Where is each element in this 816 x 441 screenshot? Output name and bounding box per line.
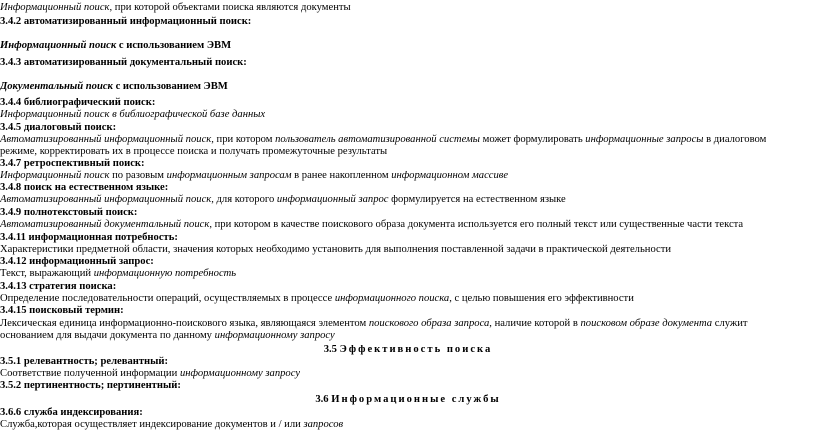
text-run: Служба,которая осуществляет индексирование документов и / или (0, 419, 304, 430)
text-line (0, 380, 181, 392)
text-run: Определение последовательности операций, осуществляемых в процессе (0, 293, 335, 304)
text-line (0, 394, 816, 406)
text-line (0, 293, 634, 305)
text-line (0, 219, 743, 231)
text-run: 3.6.6 служба индексирования: (0, 407, 143, 418)
text-run: Лексическая единица информационно-поискового языка, являющаяся элементом (0, 318, 369, 329)
text-run: Информационный поиск (0, 40, 117, 51)
text-run: пользователь автоматизированной системы (275, 134, 480, 145)
text-run: информационным запросам (166, 170, 292, 181)
text-run: 3.4.4 библиографический поиск: (0, 97, 156, 108)
text-run: Эффективность поиска (339, 344, 493, 355)
text-run: , наличие которой в (489, 318, 581, 329)
text-line (0, 419, 343, 431)
text-line (0, 330, 335, 342)
text-run: в ранее накопленном (291, 170, 392, 181)
text-run: Информационный поиск (0, 170, 110, 181)
text-line (0, 57, 247, 69)
text-run: 3.5.2 пертинентность; пертинентный: (0, 380, 181, 391)
text-run: Характеристики предметной области, значения которых необходимо установить для выполнения поставленной задачи в практической деятельности (0, 244, 672, 255)
text-run: Автоматизированный информационный поиск (0, 134, 212, 145)
text-run: 3.4.12 информационный запрос: (0, 256, 154, 267)
text-line (0, 368, 300, 380)
text-line (0, 207, 137, 219)
text-run: , при котором в качестве поискового образа документа используется его полный текст или существенные части текста (209, 219, 744, 230)
text-run: по разовым (109, 170, 167, 181)
text-line (0, 81, 228, 93)
text-line (0, 356, 168, 368)
text-run: 3.4.3 автоматизированный документальный поиск: (0, 57, 247, 68)
text-line (0, 407, 143, 419)
text-run: информационную потребность (93, 268, 237, 279)
text-line (0, 16, 251, 28)
text-run: , при которой объектами поиска являются документы (109, 2, 351, 13)
text-run: Информационные службы (331, 394, 501, 405)
text-run: информационного поиска (334, 293, 450, 304)
text-run: 3.5.1 релевантность; релевантный: (0, 356, 169, 367)
text-line (0, 109, 265, 121)
text-run: , с целью повышения его эффективности (449, 293, 634, 304)
text-run: Автоматизированный информационный поиск (0, 194, 212, 205)
text-line (0, 158, 145, 170)
text-run: 3.5 (323, 344, 340, 355)
text-line (0, 232, 178, 244)
text-line (0, 344, 816, 356)
text-run: поискового образа запроса (368, 318, 490, 329)
text-line (0, 97, 155, 109)
text-run: Текст, выражающий (0, 268, 94, 279)
text-run: информационный запрос (276, 194, 389, 205)
text-line (0, 40, 231, 52)
text-run: Соответствие полученной информации (0, 368, 180, 379)
text-run: в диалоговом (703, 134, 767, 145)
text-run: с использованием ЭВМ (116, 40, 232, 51)
text-run: 3.4.11 информационная потребность: (0, 232, 178, 243)
text-run: формулируется на естественном языке (388, 194, 566, 205)
text-run: Документальный поиск (0, 81, 113, 92)
text-run: 3.4.5 диалоговый поиск: (0, 122, 117, 133)
text-run: 3.4.15 поисковый термин: (0, 305, 124, 316)
text-run: 3.6 (315, 394, 332, 405)
text-run: поисковом образе документа (580, 318, 713, 329)
text-run: Информационный поиск (0, 2, 110, 13)
text-run: режиме, корректировать их в процессе поиска и получать промежуточные результаты (0, 146, 388, 157)
text-line (0, 170, 508, 182)
text-run: 3.4.13 стратегия поиска: (0, 281, 117, 292)
text-line (0, 122, 116, 134)
text-line (0, 268, 236, 280)
text-line (0, 194, 566, 206)
text-run: с использованием ЭВМ (112, 81, 228, 92)
text-line (0, 146, 387, 158)
text-run: запросов (303, 419, 344, 430)
text-run: , при котором (211, 134, 276, 145)
text-line (0, 256, 154, 268)
text-run: основанием для выдачи документа по данному (0, 330, 215, 341)
text-run: информационному запросу (214, 330, 335, 341)
text-run: 3.4.8 поиск на естественном языке: (0, 182, 169, 193)
text-run: информационному запросу (179, 368, 301, 379)
text-line (0, 182, 168, 194)
text-run: 3.4.2 автоматизированный информационный поиск: (0, 16, 252, 27)
text-line (0, 2, 351, 14)
text-run: Автоматизированный документальный поиск (0, 219, 210, 230)
text-run: служит (712, 318, 748, 329)
text-line (0, 244, 671, 256)
text-line (0, 134, 766, 146)
text-run: 3.4.9 полнотекстовый поиск: (0, 207, 138, 218)
text-line (0, 305, 124, 317)
text-run: может формулировать (479, 134, 586, 145)
text-line (0, 318, 748, 330)
text-run: 3.4.7 ретроспективный поиск: (0, 158, 145, 169)
text-run: , для которого (211, 194, 277, 205)
text-run: информационном массиве (391, 170, 509, 181)
text-run: Информационный поиск в библиографической базе данных (0, 109, 266, 120)
text-run: информационные запросы (585, 134, 704, 145)
text-line (0, 281, 116, 293)
